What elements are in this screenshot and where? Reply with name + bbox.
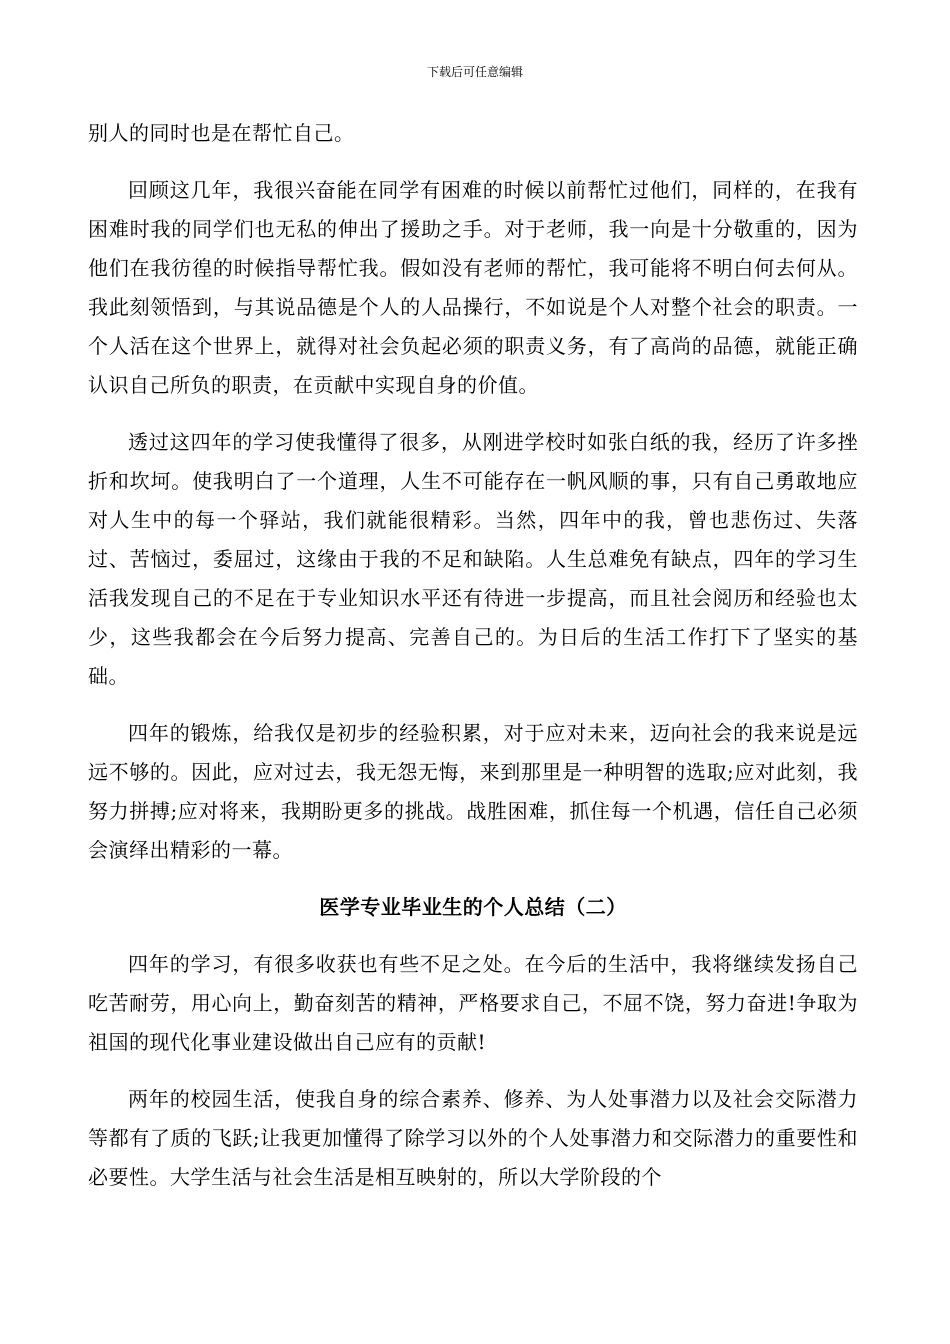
paragraph-training: 四年的锻炼，给我仅是初步的经验积累，对于应对未来，迈向社会的我来说是远远不够的。因此，应对过去，我无怨无悔，来到那里是一种明智的选取;应对此刻，我努力拼搏;应对将来，我期盼更多的挑战。战胜困难，抓住每一个机遇，信任自己必须会演绎出精彩的一幕。 [88,721,858,862]
paragraph-gap [88,153,858,171]
paragraph-campus-life: 两年的校园生活，使我自身的综合素养、修养、为人处事潜力以及社会交际潜力等都有了质的飞跃;让我更加懂得了除学习以外的个人处事潜力和交际潜力的重要性和必要性。大学生活与社会生活是相互映射的，所以大学阶段的个 [88,1087,858,1189]
paragraph-continuation: 别人的同时也是在帮忙自己。 [88,121,355,145]
section-title: 医学专业毕业生的个人总结（二） [319,895,627,919]
paragraph-gap [88,405,858,423]
paragraph-learning: 透过这四年的学习使我懂得了很多，从刚进学校时如张白纸的我，经历了许多挫折和坎坷。使我明白了一个道理，人生不可能存在一帆风顺的事，只有自己勇敢地应对人生中的每一个驿站，我们就能很精彩。当然，四年中的我，曾也悲伤过、失落过、苦恼过，委屈过，这缘由于我的不足和缺陷。人生总难免有缺点，四年的学习生活我发现自己的不足在于专业知识水平还有待进一步提高，而且社会阅历和经验也太少，这些我都会在今后努力提高、完善自己的。为日后的生活工作打下了坚实的基础。 [88,430,858,688]
paragraph-gap [88,696,858,714]
paragraph-summary: 四年的学习，有很多收获也有些不足之处。在今后的生活中，我将继续发扬自己吃苦耐劳，用心向上，勤奋刻苦的精神，严格要求自己，不屈不饶，努力奋进!争取为祖国的现代化事业建设做出自己应有的贡献! [88,952,858,1054]
document-body [88,114,858,1197]
paragraph-gap [88,927,858,945]
paragraph-gap [88,870,858,888]
paragraph-gap [88,1062,858,1080]
page-header-note: 下载后可任意编辑 [426,65,523,79]
paragraph-review: 回顾这几年，我很兴奋能在同学有困难的时候以前帮忙过他们，同样的，在我有困难时我的同学们也无私的伸出了援助之手。对于老师，我一向是十分敬重的，因为他们在我彷徨的时候指导帮忙我。假如没有老师的帮忙，我可能将不明白何去何从。我此刻领悟到，与其说品德是个人的人品操行，不如说是个人对整个社会的职责。一个人活在这个世界上，就得对社会负起必须的职责义务，有了高尚的品德，就能正确认识自己所负的职责，在贡献中实现自身的价值。 [88,178,858,397]
